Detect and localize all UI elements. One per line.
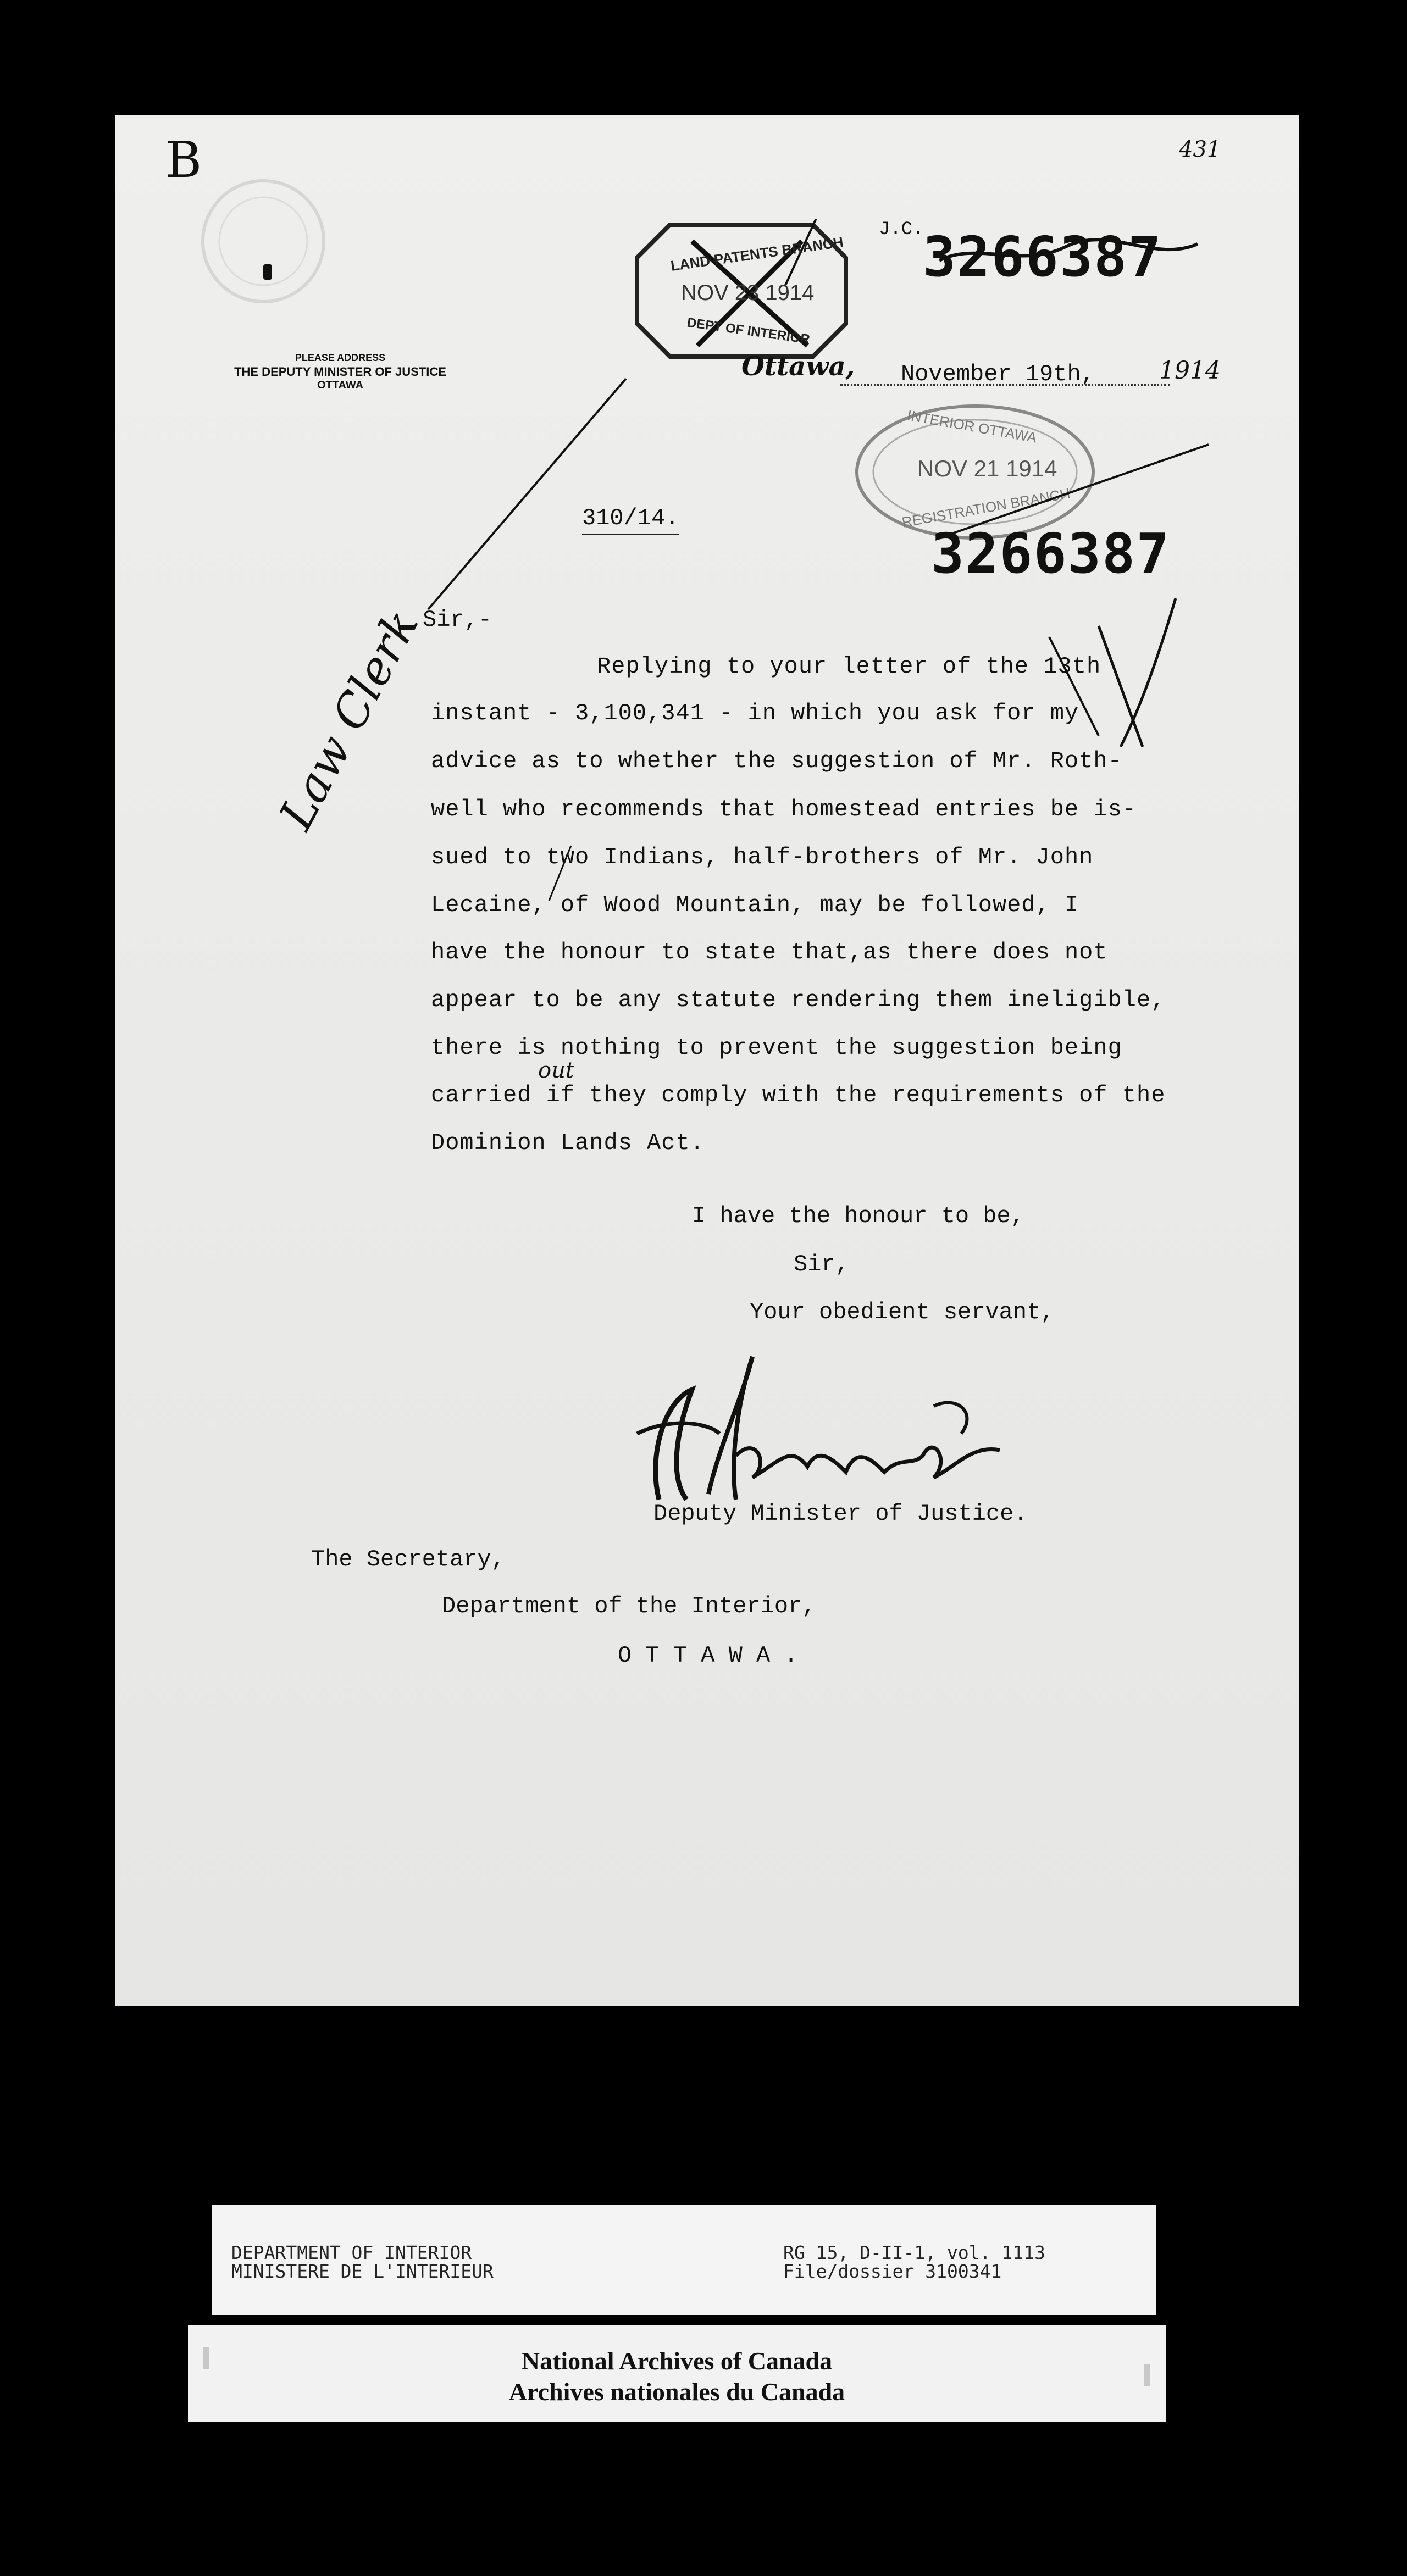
land-patents-stamp-date: NOV 23 1914 xyxy=(681,281,815,305)
page-number-annotation: 431 xyxy=(1179,137,1221,162)
closing-line-1: I have the honour to be, xyxy=(692,1203,1024,1229)
archive-reference-label xyxy=(212,2205,1156,2315)
body-line-10: carried if they comply with the requirements of the xyxy=(431,1082,1166,1108)
corner-letter-annotation: B xyxy=(165,131,202,189)
signatory-title: Deputy Minister of Justice. xyxy=(653,1501,1028,1527)
letterhead-line2: THE DEPUTY MINISTER OF JUSTICE xyxy=(234,365,446,379)
registration-stamp-bottom: REGISTRATION BRANCH xyxy=(900,485,1072,531)
jc-prefix: J.C. xyxy=(879,219,924,240)
addressee-line-3: O T T A W A . xyxy=(618,1642,798,1669)
body-line-2: instant - 3,100,341 - in which you ask for my xyxy=(431,700,1079,726)
file-dossier-ref: File/dossier 3100341 xyxy=(783,2261,1002,2282)
department-fr: MINISTERE DE L'INTERIEUR xyxy=(231,2261,494,2282)
department-en: DEPARTMENT OF INTERIOR xyxy=(231,2242,472,2263)
body-line-11: Dominion Lands Act. xyxy=(431,1130,705,1156)
margin-note-law-clerk: Law Clerk xyxy=(269,601,429,839)
body-line-4: well who recommends that homestead entries be is- xyxy=(431,796,1137,823)
signature-image xyxy=(626,1335,1022,1516)
file-number-top: 3266387 xyxy=(923,225,1162,289)
registration-stamp-date: NOV 21 1914 xyxy=(917,456,1057,481)
land-patents-stamp-top: LAND PATENTS BRANCH xyxy=(669,234,845,274)
salutation: Sir,- xyxy=(423,607,492,633)
dateline-year: 1914 xyxy=(1159,357,1221,385)
registration-stamp-top: INTERIOR OTTAWA xyxy=(906,407,1038,446)
body-line-9: there is nothing to prevent the suggestion being xyxy=(431,1035,1122,1061)
closing-line-2: Sir, xyxy=(794,1251,849,1278)
body-line-6: Lecaine, of Wood Mountain, may be followed, I xyxy=(431,892,1079,918)
land-patents-stamp-bottom: DEPT OF INTERIOR xyxy=(686,315,811,347)
file-number-bottom: 3266387 xyxy=(931,521,1171,586)
addressee-line-2: Department of the Interior, xyxy=(442,1593,816,1619)
letterhead-line3: OTTAWA xyxy=(317,379,364,391)
archives-banner xyxy=(188,2325,1166,2422)
archives-name-fr: Archives nationales du Canada xyxy=(508,2378,845,2406)
letterhead-line1: PLEASE ADDRESS xyxy=(295,352,386,363)
archives-name-en: National Archives of Canada xyxy=(521,2347,833,2375)
insertion-out: out xyxy=(538,1058,574,1083)
letter-sheet xyxy=(115,115,1299,2006)
body-line-3: advice as to whether the suggestion of Mr. Roth- xyxy=(431,748,1122,774)
body-line-8: appear to be any statute rendering them ineligible, xyxy=(431,987,1166,1013)
body-line-5: sued to two Indians, half-brothers of Mr. John xyxy=(431,844,1094,870)
body-line-7: have the honour to state that,as there does not xyxy=(431,939,1108,965)
closing-line-3: Your obedient servant, xyxy=(750,1299,1055,1325)
body-line-1: Replying to your letter of the 13th xyxy=(597,653,1101,680)
file-no: 310/14. xyxy=(582,505,679,535)
addressee-line-1: The Secretary, xyxy=(311,1546,505,1573)
record-group-ref: RG 15, D-II-1, vol. 1113 xyxy=(783,2242,1045,2263)
dateline-place: Ottawa, xyxy=(741,351,855,382)
dateline-date: November 19th, xyxy=(901,361,1095,387)
